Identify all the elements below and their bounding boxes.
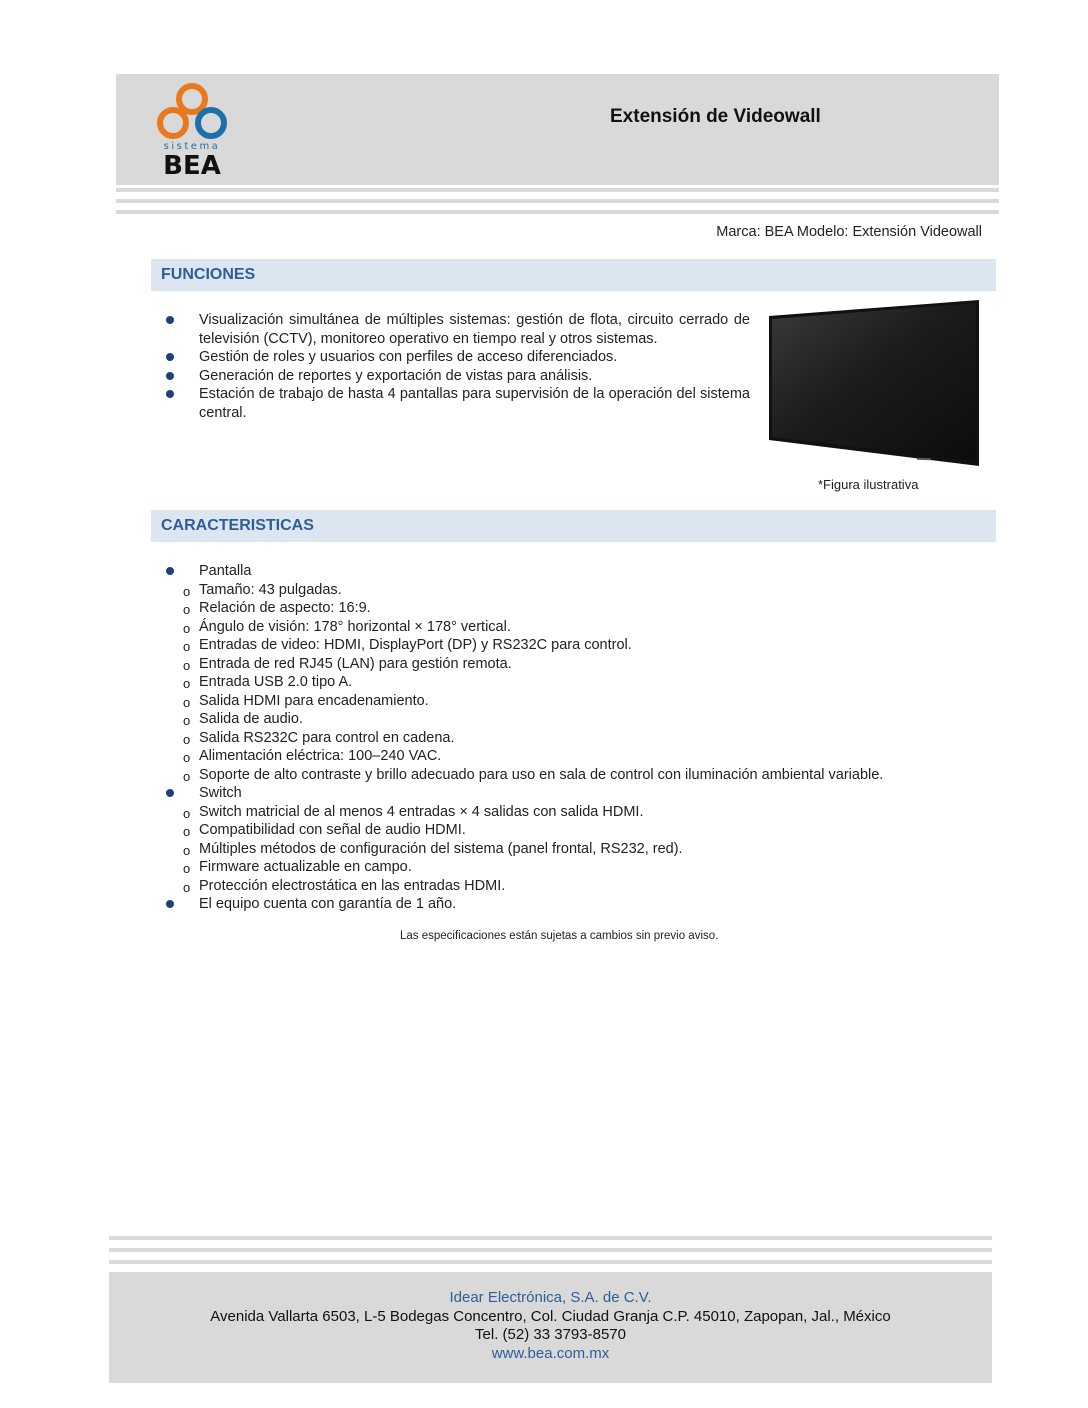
sub-list-item: o Múltiples métodos de configuración del sistema (panel frontal, RS232, red). xyxy=(151,840,991,859)
document-title: Extensión de Videowall xyxy=(610,106,821,127)
sub-list-item: o Entrada de red RJ45 (LAN) para gestión remota. xyxy=(151,655,991,674)
sub-bullet-icon: o xyxy=(183,620,191,636)
sub-list-item: o Salida HDMI para encadenamiento. xyxy=(151,692,991,711)
sub-list-item: o Switch matricial de al menos 4 entradas × 4 salidas con salida HDMI. xyxy=(151,803,991,822)
figure-caption: *Figura ilustrativa xyxy=(818,477,919,492)
sub-bullet-icon: o xyxy=(183,750,191,765)
footer-company: Idear Electrónica, S.A. de C.V. xyxy=(449,1289,652,1306)
sub-list-item: o Salida RS232C para control en cadena. xyxy=(151,729,991,748)
sub-list-item: o Salida de audio. xyxy=(151,710,991,729)
section-title: CARACTERISTICAS xyxy=(161,517,314,534)
sub-bullet-icon: o xyxy=(183,657,191,673)
bea-logo xyxy=(150,77,234,177)
sub-list-item: o Entrada USB 2.0 tipo A. xyxy=(151,673,991,692)
svg-text:BEA: BEA xyxy=(163,151,221,177)
sub-list-item: o Compatibilidad con señal de audio HDMI. xyxy=(151,821,991,840)
sub-bullet-icon: o xyxy=(183,713,191,728)
sub-bullet-icon: o xyxy=(183,639,191,654)
sub-list-item: o Relación de aspecto: 16:9. xyxy=(151,599,991,618)
funciones-list xyxy=(151,311,750,422)
svg-text:sistema: sistema xyxy=(163,141,221,152)
footer-address: Avenida Vallarta 6503, L-5 Bodegas Concentro, Col. Ciudad Granja C.P. 45010, Zapopan, Jal., México xyxy=(210,1307,891,1325)
sub-bullet-icon: o xyxy=(183,731,191,747)
header-stripe xyxy=(116,188,999,192)
section-header-caracteristicas xyxy=(151,510,996,542)
list-item-switch: Switch xyxy=(151,784,991,803)
sub-list-item: o Protección electrostática en las entradas HDMI. xyxy=(151,877,991,896)
sub-bullet-icon: o xyxy=(183,768,191,784)
sub-bullet-icon: o xyxy=(183,824,191,839)
sub-bullet-icon: o xyxy=(183,805,191,821)
header-stripe xyxy=(116,199,999,203)
bullet-icon xyxy=(166,567,174,575)
section-header-funciones xyxy=(151,259,996,291)
sub-bullet-icon: o xyxy=(183,583,191,599)
sub-bullet-icon: o xyxy=(183,842,191,858)
sub-bullet-icon: o xyxy=(183,694,191,710)
bullet-icon xyxy=(166,372,174,380)
header-band xyxy=(116,74,999,185)
footer-stripe xyxy=(109,1260,992,1264)
bullet-icon xyxy=(166,353,174,361)
footer-website-link[interactable]: www.bea.com.mx xyxy=(491,1344,610,1362)
list-item: Estación de trabajo de hasta 4 pantallas para supervisión de la operación del sistema central. xyxy=(151,385,750,422)
bullet-icon xyxy=(166,789,174,797)
bullet-icon xyxy=(166,390,174,398)
list-item: Generación de reportes y exportación de vistas para análisis. xyxy=(151,367,750,386)
section-title: FUNCIONES xyxy=(161,266,256,283)
sub-list-item: o Firmware actualizable en campo. xyxy=(151,858,991,877)
disclaimer-notice: Las especificaciones están sujetas a cambios sin previo aviso. xyxy=(400,930,719,942)
sub-list-item: o Ángulo de visión: 178° horizontal × 178° vertical. xyxy=(151,618,991,637)
sub-list-item: o Soporte de alto contraste y brillo adecuado para uso en sala de control con iluminación ambiental variable. xyxy=(151,766,991,785)
footer-stripe xyxy=(109,1248,992,1252)
footer-band xyxy=(109,1272,992,1383)
tv-image xyxy=(767,298,981,468)
caracteristicas-list xyxy=(151,562,991,914)
list-item: Gestión de roles y usuarios con perfiles de acceso diferenciados. xyxy=(151,348,750,367)
sub-list-item: o Entradas de video: HDMI, DisplayPort (DP) y RS232C para control. xyxy=(151,636,991,655)
list-item: Visualización simultánea de múltiples sistemas: gestión de flota, circuito cerrado de televisión (CCTV), monitoreo operativo en tiempo real y otros sistemas. xyxy=(151,311,750,348)
sub-bullet-icon: o xyxy=(183,861,191,876)
sub-bullet-icon: o xyxy=(183,676,191,691)
footer-phone: Tel. (52) 33 3793-8570 xyxy=(475,1326,626,1343)
sub-bullet-icon: o xyxy=(183,879,191,895)
bullet-icon xyxy=(166,316,174,324)
sub-bullet-icon: o xyxy=(183,602,191,617)
sub-list-item: o Tamaño: 43 pulgadas. xyxy=(151,581,991,600)
list-item-garantia: El equipo cuenta con garantía de 1 año. xyxy=(151,895,991,914)
footer-stripe xyxy=(109,1236,992,1240)
header-stripe xyxy=(116,210,999,214)
bullet-icon xyxy=(166,900,174,908)
list-item-pantalla: Pantalla xyxy=(151,562,991,581)
brand-model-line: Marca: BEA Modelo: Extensión Videowall xyxy=(716,224,982,240)
sub-list-item: o Alimentación eléctrica: 100–240 VAC. xyxy=(151,747,991,766)
